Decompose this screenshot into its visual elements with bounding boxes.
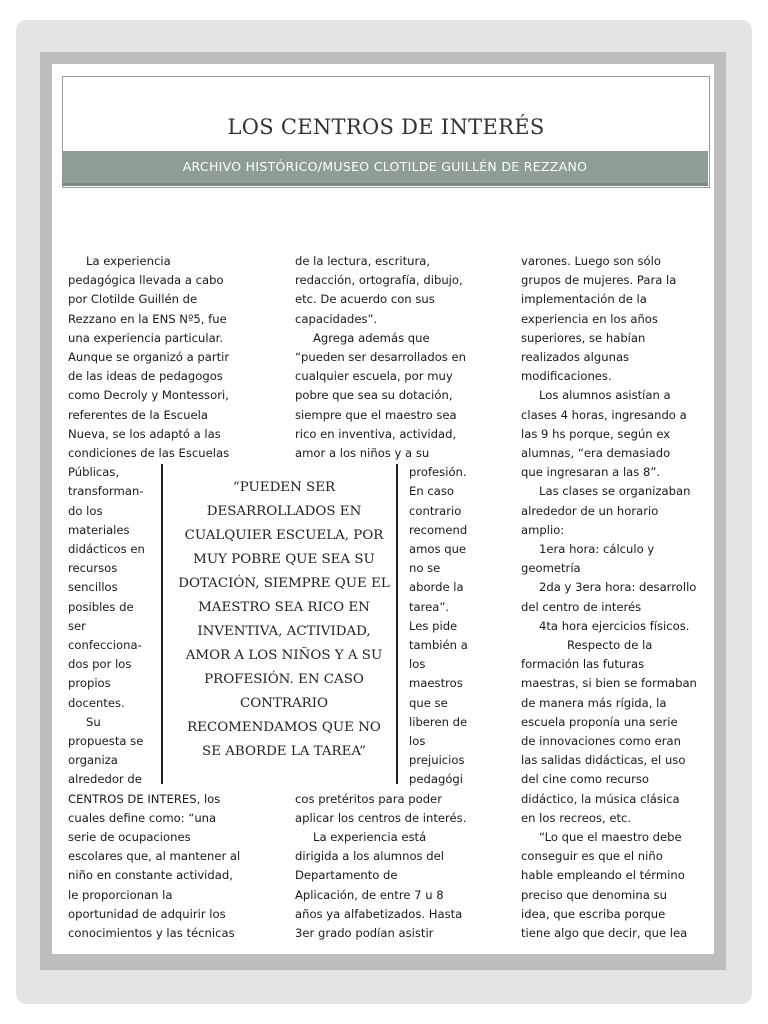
- text-line: en los recreos, etc.: [521, 810, 632, 825]
- text-line: profesión.: [409, 465, 467, 480]
- text-line: pedagógica llevada a cabo: [68, 273, 224, 288]
- text-line: como Decroly y Montessori,: [68, 388, 229, 403]
- pull-quote-line: AMOR A LOS NIÑOS Y A SU: [185, 648, 383, 663]
- text-line: oportunidad de adquirir los: [68, 906, 226, 921]
- text-line: La experiencia: [86, 254, 171, 268]
- text-line: etc. De acuerdo con sus: [295, 292, 435, 307]
- text-line: preciso que denomina su: [521, 887, 667, 902]
- pull-quote-line: MAESTRO SEA RICO EN: [198, 600, 370, 615]
- text-line: amos que: [409, 542, 467, 556]
- text-line: por Clotilde Guillén de: [68, 292, 198, 307]
- text-line: geometría: [521, 561, 581, 576]
- text-line: implementación de la: [521, 292, 647, 307]
- text-line: dirigida a los alumnos del: [295, 849, 444, 864]
- text-line: conseguir es que el niño: [521, 849, 663, 864]
- text-line: sencillos: [68, 580, 118, 595]
- text-line: modificaciones.: [521, 369, 612, 384]
- text-line: aborde la: [409, 580, 464, 595]
- text-line: los: [409, 734, 426, 748]
- text-line: organiza: [68, 753, 118, 768]
- text-line: serie de ocupaciones: [68, 830, 191, 844]
- text-line: didácticos en: [68, 542, 145, 556]
- text-line: formación las futuras: [521, 657, 645, 672]
- text-line: redacción, ortografía, dibujo,: [295, 273, 463, 288]
- text-line: La experiencia está: [313, 830, 427, 844]
- subtitle-bar: [62, 151, 708, 186]
- pull-quote-line: RECOMENDAMOS QUE NO: [187, 720, 381, 735]
- text-line: Públicas,: [68, 465, 120, 480]
- text-line: rico en inventiva, actividad,: [295, 426, 457, 441]
- text-line: pobre que sea su dotación,: [295, 388, 453, 403]
- text-line: 3er grado podían asistir: [295, 926, 434, 940]
- text-line: Nueva, se los adaptó a las: [68, 426, 221, 441]
- text-line: referentes de la Escuela: [68, 407, 208, 422]
- text-line: aplicar los centros de interés.: [295, 810, 467, 825]
- text-line: también a: [409, 638, 468, 652]
- text-line: conocimientos y las técnicas: [68, 926, 235, 940]
- text-line: de manera más rígida, la: [521, 695, 667, 710]
- text-line: de las ideas de pedagogos: [68, 369, 223, 384]
- text-line: recursos: [68, 561, 118, 576]
- text-line: Los alumnos asistían a: [539, 388, 671, 403]
- pull-quote-line: PROFESIÓN. EN CASO: [204, 672, 364, 687]
- text-line: didáctico, la música clásica: [521, 791, 680, 806]
- text-line: Su: [86, 714, 101, 729]
- pull-quote-line: DESARROLLADOS EN: [206, 504, 362, 519]
- text-line: años ya alfabetizados. Hasta: [295, 906, 463, 921]
- text-line: Les pide: [409, 618, 458, 633]
- text-line: docentes.: [68, 695, 125, 710]
- text-line: de la lectura, escritura,: [295, 254, 431, 268]
- text-line: una experiencia particular.: [68, 330, 224, 345]
- pull-quote-line: SE ABORDE LA TAREA”: [202, 744, 366, 759]
- text-line: alumnas, “era demasiado: [521, 446, 671, 460]
- text-line: contrario: [409, 503, 462, 518]
- text-line: 1era hora: cálculo y: [539, 542, 655, 556]
- text-line: que se: [409, 695, 448, 710]
- text-line: cuales define como: “una: [68, 810, 217, 825]
- text-line: del cine como recurso: [521, 772, 649, 787]
- pull-quote-line: INVENTIVA, ACTIVIDAD,: [197, 624, 371, 639]
- text-line: transforman-: [68, 484, 144, 499]
- text-line: Aunque se organizó a partir: [68, 350, 230, 364]
- text-line: En caso: [409, 484, 454, 499]
- text-line: propios: [68, 676, 111, 691]
- text-line: del centro de interés: [521, 599, 642, 614]
- text-line: Aplicación, de entre 7 u 8: [295, 887, 444, 902]
- text-line: capacidades”.: [295, 311, 378, 326]
- text-line: clases 4 horas, ingresando a: [521, 407, 687, 422]
- text-line: Departamento de: [295, 868, 398, 883]
- text-line: escolares que, al mantener al: [68, 849, 241, 864]
- page-subtitle: ARCHIVO HISTÓRICO/MUSEO CLOTILDE GUILLÉN DE REZZANO: [182, 159, 588, 174]
- text-line: alrededor de un horario: [521, 503, 659, 518]
- text-line: niño en constante actividad,: [68, 868, 233, 883]
- text-line: materiales: [68, 522, 130, 537]
- text-line: superiores, se habían: [521, 330, 646, 345]
- text-line: cos pretéritos para poder: [295, 791, 442, 806]
- text-line: amplio:: [521, 522, 565, 537]
- page-title: LOS CENTROS DE INTERÉS: [227, 115, 545, 139]
- text-line: Rezzano en la ENS Nº5, fue: [68, 311, 227, 326]
- text-line: maestros: [409, 676, 463, 691]
- text-line: “Lo que el maestro debe: [539, 830, 682, 844]
- text-line: Respecto de la: [567, 638, 653, 652]
- text-line: los: [409, 657, 426, 672]
- text-line: CENTROS DE INTERES, los: [68, 791, 221, 806]
- text-line: dos por los: [68, 657, 132, 672]
- text-line: escuela proponía una serie: [521, 714, 678, 729]
- text-line: 2da y 3era hora: desarrollo: [539, 580, 697, 595]
- text-line: ser: [68, 618, 86, 633]
- pull-quote-line: DOTACIÓN, SIEMPRE QUE EL: [178, 576, 390, 591]
- text-line: amor a los niños y a su: [295, 446, 430, 460]
- pull-quote-line: CUALQUIER ESCUELA, POR: [184, 528, 384, 543]
- pull-quote-line: “PUEDEN SER: [232, 480, 336, 495]
- text-line: experiencia en los años: [521, 311, 658, 326]
- text-line: 4ta hora ejercicios físicos.: [539, 618, 690, 633]
- text-line: tiene algo que decir, que lea: [521, 926, 688, 940]
- text-line: siempre que el maestro sea: [295, 407, 457, 422]
- text-line: maestras, si bien se formaban: [521, 676, 697, 691]
- text-line: las salidas didácticas, el uso: [521, 753, 686, 768]
- text-line: hable empleando el término: [521, 868, 685, 883]
- text-line: condiciones de las Escuelas: [68, 446, 230, 460]
- text-line: alrededor de: [68, 772, 142, 787]
- text-line: que ingresaran a las 8”.: [521, 465, 661, 480]
- text-line: no se: [409, 561, 441, 576]
- text-line: confecciona-: [68, 638, 142, 652]
- text-line: Agrega además que: [313, 330, 430, 345]
- text-line: “pueden ser desarrollados en: [295, 350, 467, 364]
- text-line: idea, que escriba porque: [521, 906, 666, 921]
- text-line: varones. Luego son sólo: [521, 254, 661, 268]
- text-line: cualquier escuela, por muy: [295, 369, 453, 384]
- text-line: recomend: [409, 522, 468, 537]
- quote-left-rule: [161, 464, 163, 784]
- text-line: propuesta se: [68, 734, 144, 748]
- text-line: do los: [68, 503, 103, 518]
- text-line: prejuicios: [409, 753, 465, 768]
- text-line: las 9 hs porque, según ex: [521, 426, 671, 441]
- text-line: pedagógi: [409, 772, 463, 787]
- text-line: de innovaciones como eran: [521, 734, 681, 748]
- text-line: realizados algunas: [521, 350, 630, 364]
- pull-quote-line: CONTRARIO: [240, 696, 328, 711]
- text-line: liberen de: [409, 714, 468, 729]
- text-line: Las clases se organizaban: [539, 484, 691, 499]
- pull-quote-line: MUY POBRE QUE SEA SU: [193, 552, 375, 567]
- text-line: grupos de mujeres. Para la: [521, 273, 677, 288]
- text-line: le proporcionan la: [68, 887, 173, 902]
- text-line: posibles de: [68, 599, 134, 614]
- text-line: tarea”.: [409, 599, 450, 614]
